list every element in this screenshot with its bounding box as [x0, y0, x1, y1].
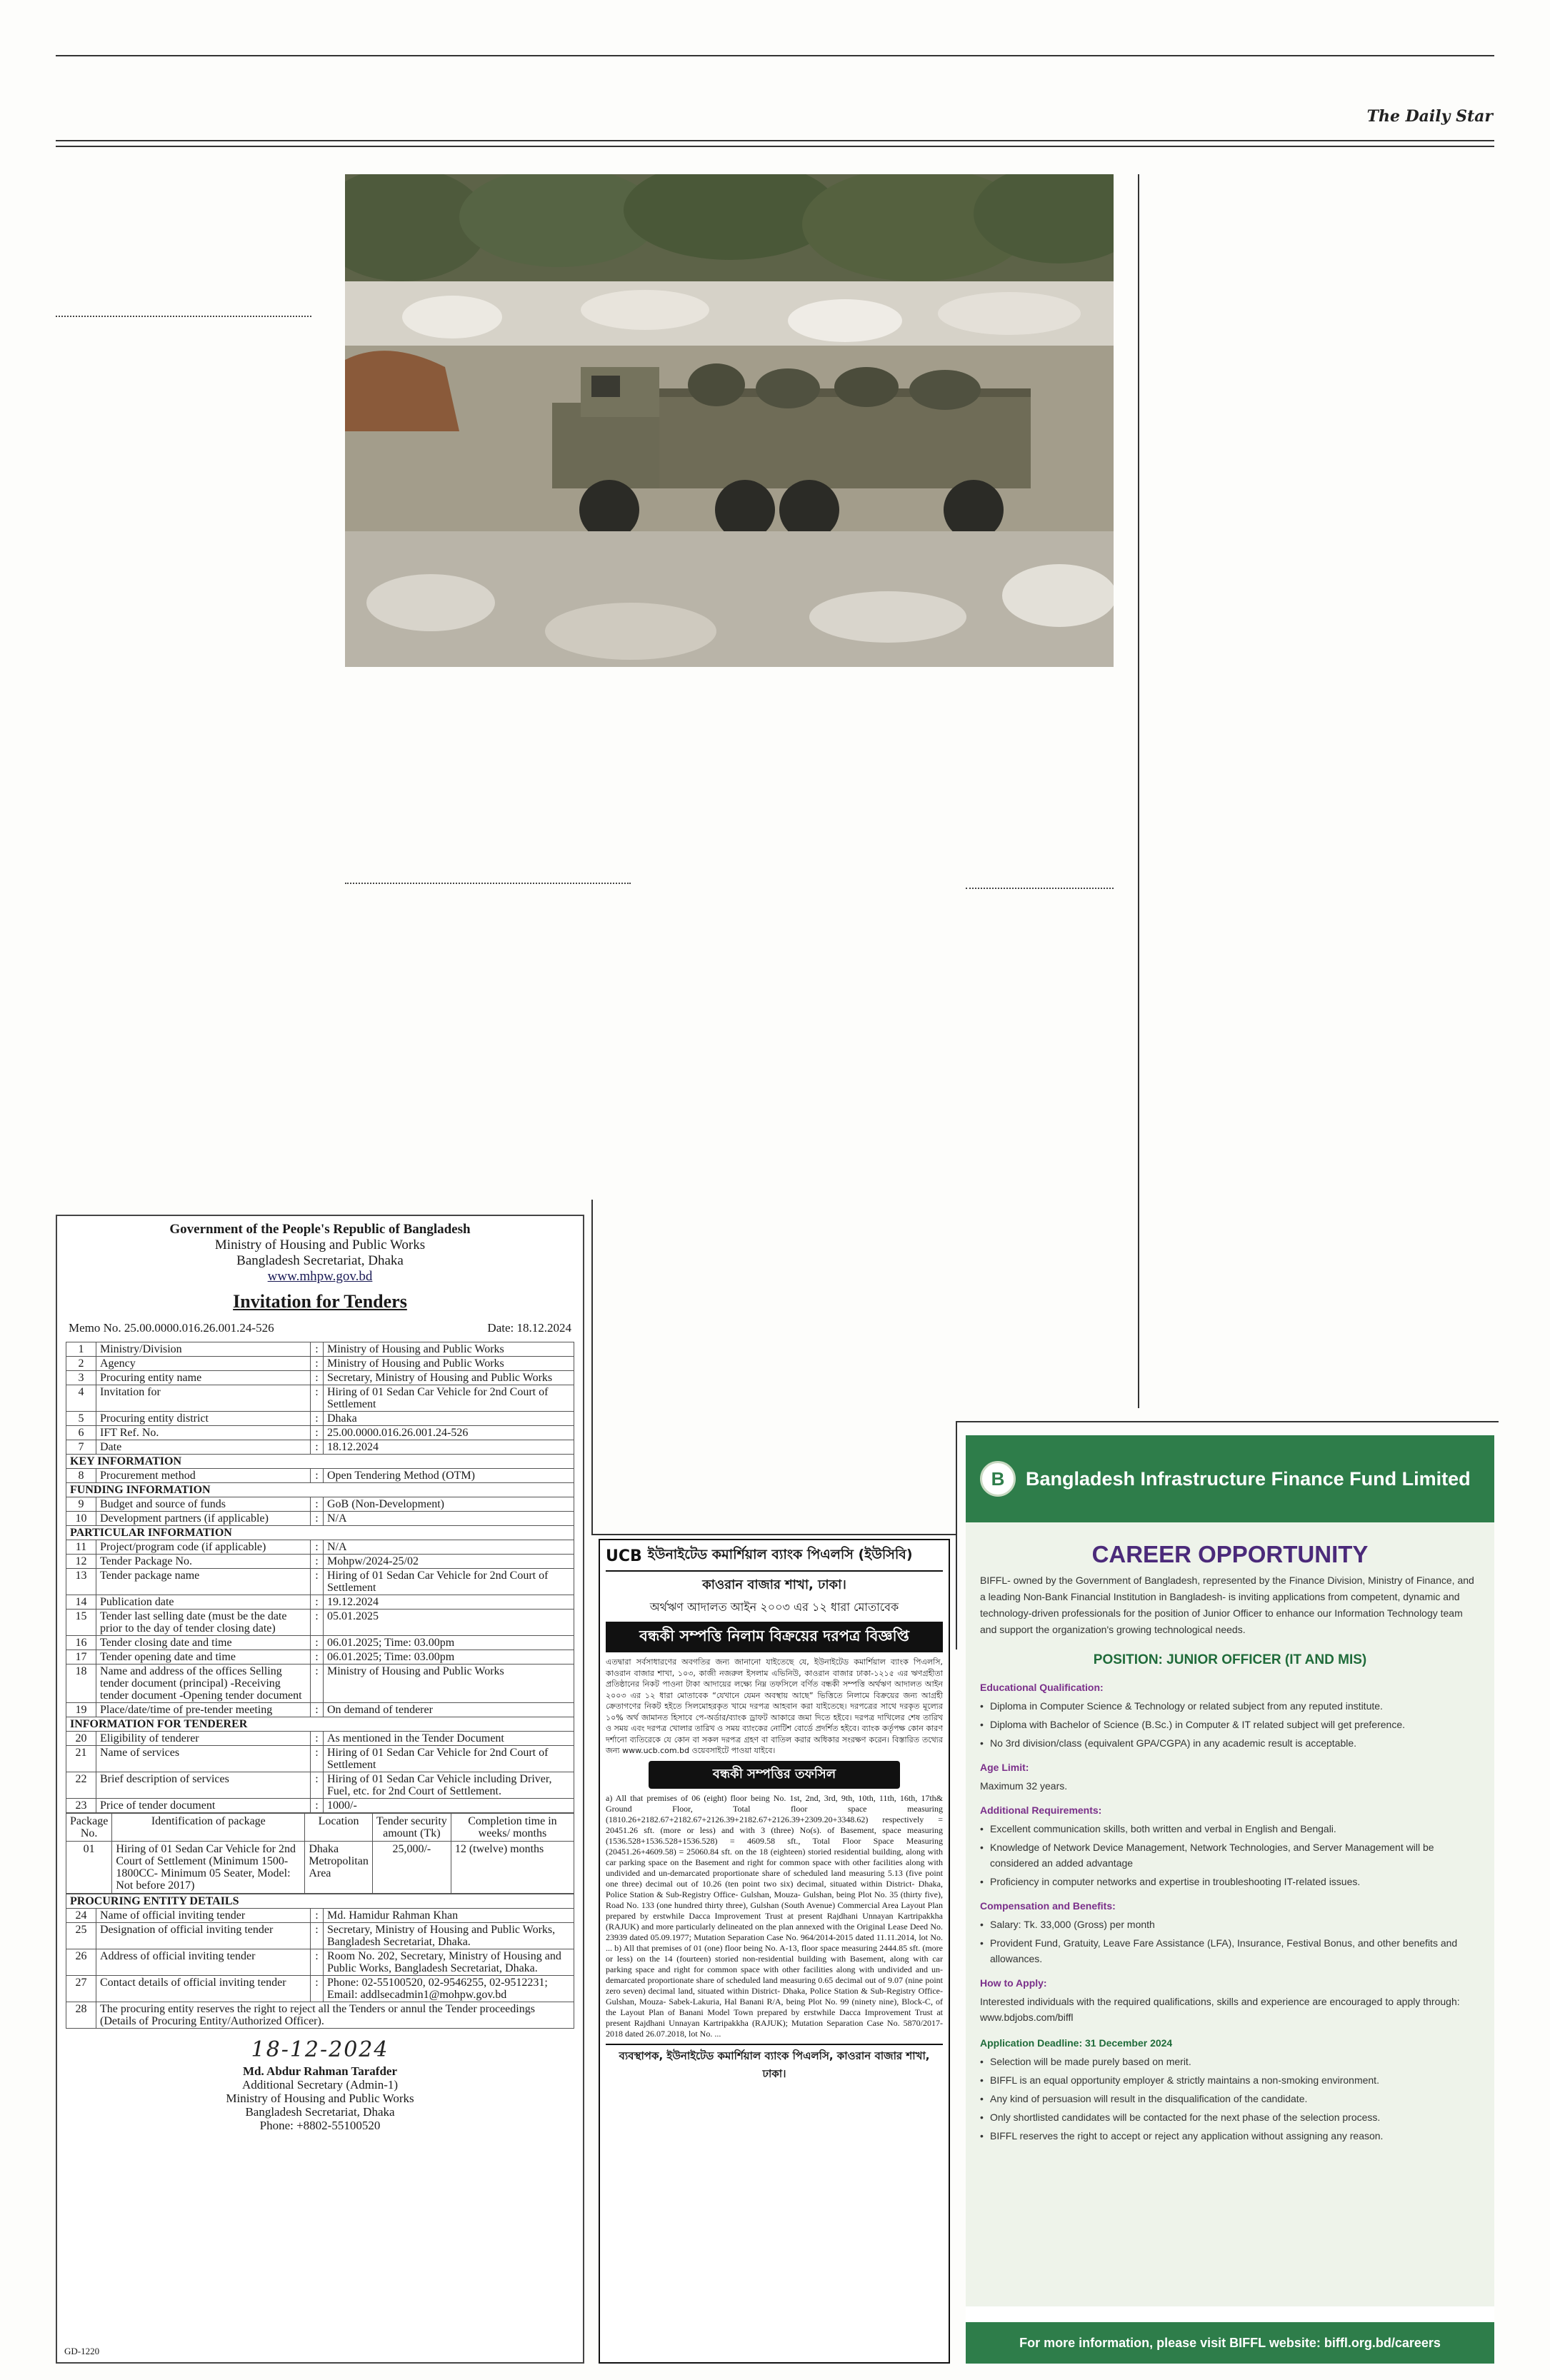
- table-row: [66, 1923, 574, 1949]
- table-cell-c: :: [311, 1440, 324, 1455]
- age-text: Maximum 32 years.: [980, 1780, 1068, 1792]
- table-cell-l: Name of official inviting tender: [96, 1909, 311, 1923]
- table-cell-c: :: [311, 1772, 324, 1799]
- table-cell-n: 7: [66, 1440, 96, 1455]
- section-title: INFORMATION FOR TENDERER: [66, 1717, 574, 1732]
- table-row: [66, 1909, 574, 1923]
- table-cell-l: Contact details of official inviting tender: [96, 1976, 311, 2002]
- biffl-company-name: Bangladesh Infrastructure Finance Fund Limited: [1026, 1467, 1471, 1490]
- signatory-phone: Phone: +8802-55100520: [259, 2119, 381, 2132]
- section-title: KEY INFORMATION: [66, 1455, 574, 1469]
- table-cell-n: 19: [66, 1703, 96, 1717]
- package-header: Completion time in weeks/ months: [451, 1814, 574, 1842]
- apply-heading: How to Apply:: [980, 1977, 1047, 1989]
- section-row: [66, 1717, 574, 1732]
- table-cell-v: Room No. 202, Secretary, Ministry of Housing and Public Works, Bangladesh Secretariat, Dhaka.: [324, 1949, 574, 1976]
- ucb-schedule-body: a) All that premises of 06 (eight) floor being No. 1st, 2nd, 3rd, 9th, 10th, 11th, 16th, 17th& Ground Floor, Total floor space measuring (1810.26+2182.67+2182.67+2126.39+2182.67+2126.39+2309.20+3348.62) respectively = 20451.26 sft. (more or less) and with 3 (three) No(s). of Basement, space measuring (1536.528+1536.528+1536.528) = 4609.58 sft., Total Floor Space Measuring (20451.26+4609.58) = 25060.84 sft. on the 18 (eighteen) storied residential building, along with car parking space on the Basement and right for common space with other facilities along with undivided and un-demarcated proportionate share of scheduled land measuring 5.13 (five point one three) decimal out of 10.26 (ten point two six) decimal, situated within District- Dhaka, Police Station & Sub-Registry Office- Gulshan, Mouza- Gulshan, being Plot No. 35 (thirty five), Road No. 133 (one hundred thirty three), Gulshan (South Avenue) Commercial Area Layout Plan prepared by erstwhile Dacca Improvement Trust at present Rajdhani Unnayan Kartripakkha (RAJUK) and more particularly delineated on the plan annexed with the Original Lease Deed No. 23939 dated 05.09.1977; Mutation Separation Case No. 964/2014-2015 dated 11.11.2014, lot No. ... b) All that premises of 01 (one) floor being No. A-13, floor space measuring 2444.85 sft. (more or less) on the 14 (fourteen) storied non-residential building with Basement, along with car parking space and right for common space with other facilities along with undivided and un-demarcated proportionate share of scheduled land measuring 0.65 decimal out of 9.07 (nine point zero seven) decimal land, situated within District- Dhaka, Police Station & Sub-Registry Office- Gulshan, Mouza- Sabek-Lakuria, Hal Banani R/A, being Plot No. 99 (ninety nine), Block-C, of the Layout Plan of Banani Model Town prepared by erstwhile Dacca Improvement Trust at present Rajdhani Unnayan Kartripakkha (RAJUK); Mutation Separation Case No. 5870/2017-2018 dated 26.07.2018, lot No. ...: [606, 1792, 943, 2039]
- table-cell-v: Ministry of Housing and Public Works: [324, 1342, 574, 1357]
- biffl-logo-icon: B: [980, 1461, 1016, 1497]
- tender-website-link[interactable]: www.mhpw.gov.bd: [267, 1269, 373, 1284]
- table-cell-n: 1: [66, 1342, 96, 1357]
- newspaper-logo: The Daily Star: [1366, 107, 1493, 126]
- signatory-ministry: Ministry of Housing and Public Works: [226, 2092, 414, 2105]
- age-heading: Age Limit:: [980, 1762, 1029, 1773]
- table-cell-v: 19.12.2024: [324, 1595, 574, 1610]
- table-cell-n: 14: [66, 1595, 96, 1610]
- table-cell-l: Address of official inviting tender: [96, 1949, 311, 1976]
- table-row: [66, 1665, 574, 1703]
- table-cell-c: :: [311, 1469, 324, 1483]
- table-row: [66, 1512, 574, 1526]
- left-column-dots: [56, 316, 311, 317]
- career-opportunity-title: CAREER OPPORTUNITY: [1091, 1541, 1369, 1567]
- tender-date: Date: 18.12.2024: [487, 1321, 571, 1335]
- package-cell: 25,000/-: [372, 1842, 451, 1894]
- military-truck-photo: [345, 174, 1114, 667]
- table-cell-v: Md. Hamidur Rahman Khan: [324, 1909, 574, 1923]
- ucb-logo: UCB: [606, 1547, 642, 1565]
- ucb-bank-name: ইউনাইটেড কমার্শিয়াল ব্যাংক পিএলসি (ইউসিবি): [647, 1547, 913, 1562]
- biffl-footer-link[interactable]: For more information, please visit BIFFL website: biffl.org.bd/careers: [966, 2322, 1494, 2364]
- section-title: FUNDING INFORMATION: [66, 1483, 574, 1497]
- table-row: [66, 1385, 574, 1412]
- table-cell-l: Tender Package No.: [96, 1555, 311, 1569]
- ucb-schedule-title: বন্ধকী সম্পত্তির তফসিল: [649, 1761, 900, 1789]
- package-cell: Hiring of 01 Sedan Car Vehicle for 2nd Court of Settlement (Minimum 1500-1800CC- Minimum 05 Seater, Model: Not before 2017): [112, 1842, 305, 1894]
- table-cell-n: 10: [66, 1512, 96, 1526]
- list-item: • Provident Fund, Gratuity, Leave Fare Assistance (LFA), Insurance, Festival Bonus, and other benefits and allowances.: [980, 1935, 1480, 1967]
- table-cell-c: :: [311, 1949, 324, 1976]
- table-cell-l: Procuring entity name: [96, 1371, 311, 1385]
- table-cell-c: :: [311, 1746, 324, 1772]
- tender-right-divider: [591, 1200, 593, 1535]
- table-cell-l: Date: [96, 1440, 311, 1455]
- table-row: [66, 1371, 574, 1385]
- package-row: [66, 1842, 574, 1894]
- table-cell-n: 23: [66, 1799, 96, 1813]
- table-cell-n: 24: [66, 1909, 96, 1923]
- table-cell-n: 3: [66, 1371, 96, 1385]
- table-cell-l: Procurement method: [96, 1469, 311, 1483]
- table-cell-c: :: [311, 1371, 324, 1385]
- requirements-list: [980, 1821, 1480, 1889]
- table-row: [66, 1357, 574, 1371]
- table-cell-l: Name and address of the offices Selling tender document (principal) -Receiving tender document -Opening tender document: [96, 1665, 311, 1703]
- ucb-headline: বন্ধকী সম্পত্তি নিলাম বিক্রয়ের দরপত্র বিজ্ঞপ্তি: [606, 1622, 943, 1652]
- table-cell-l: Budget and source of funds: [96, 1497, 311, 1512]
- table-cell-c: :: [311, 1497, 324, 1512]
- biffl-left-divider: [956, 1421, 957, 1650]
- table-row: [66, 1497, 574, 1512]
- biffl-header: [966, 1435, 1494, 1522]
- table-cell-l: Eligibility of tenderer: [96, 1732, 311, 1746]
- table-cell-n: 5: [66, 1412, 96, 1426]
- table-row: [66, 1540, 574, 1555]
- table-cell-v: 18.12.2024: [324, 1440, 574, 1455]
- biffl-body: [966, 1522, 1494, 2306]
- table-row: [66, 1949, 574, 1976]
- table-row: [66, 1426, 574, 1440]
- table-cell-c: :: [311, 1732, 324, 1746]
- table-row: [66, 1555, 574, 1569]
- table-cell-n: 8: [66, 1469, 96, 1483]
- tender-memo-row: [69, 1321, 571, 1335]
- list-item: • Excellent communication skills, both written and verbal in English and Bengali.: [980, 1821, 1480, 1837]
- signatory-name: Md. Abdur Rahman Tarafder: [242, 2064, 397, 2078]
- table-cell-l: Price of tender document: [96, 1799, 311, 1813]
- apply-text: Interested individuals with the required qualifications, skills and experience are encouraged to apply through: www.bdjobs.com/biffl: [980, 1996, 1460, 2023]
- tender-gov: Government of the People's Republic of Bangladesh: [169, 1222, 471, 1237]
- table-cell-l: Tender last selling date (must be the date prior to the day of tender closing date): [96, 1610, 311, 1636]
- table-cell-c: :: [311, 1976, 324, 2002]
- table-cell-l: The procuring entity reserves the right to reject all the Tenders or annul the Tender proceedings (Details of Procuring Entity/Authorized Officer).: [96, 2002, 574, 2029]
- table-cell-n: 25: [66, 1923, 96, 1949]
- table-cell-v: Open Tendering Method (OTM): [324, 1469, 574, 1483]
- table-cell-c: :: [311, 1909, 324, 1923]
- table-cell-n: 4: [66, 1385, 96, 1412]
- table-cell-c: :: [311, 1540, 324, 1555]
- table-cell-c: :: [311, 1650, 324, 1665]
- table-cell-v: GoB (Non-Development): [324, 1497, 574, 1512]
- table-cell-v: 06.01.2025; Time: 03.00pm: [324, 1650, 574, 1665]
- masthead-rule-2: [56, 146, 1494, 147]
- table-cell-l: Tender closing date and time: [96, 1636, 311, 1650]
- table-cell-v: Phone: 02-55100520, 02-9546255, 02-9512231; Email: addlsecadmin1@mohpw.gov.bd: [324, 1976, 574, 2002]
- table-cell-v: Secretary, Ministry of Housing and Public Works, Bangladesh Secretariat, Dhaka.: [324, 1923, 574, 1949]
- table-cell-l: Brief description of services: [96, 1772, 311, 1799]
- signatory-secretariat: Bangladesh Secretariat, Dhaka: [245, 2105, 395, 2119]
- table-cell-l: Invitation for: [96, 1385, 311, 1412]
- ucb-branch: কাওরান বাজার শাখা, ঢাকা।: [702, 1577, 846, 1592]
- table-row: [66, 1636, 574, 1650]
- list-item: • Any kind of persuasion will result in the disqualification of the candidate.: [980, 2091, 1480, 2107]
- package-header: Location: [305, 1814, 373, 1842]
- table-cell-v: As mentioned in the Tender Document: [324, 1732, 574, 1746]
- table-cell-n: 21: [66, 1746, 96, 1772]
- table-cell-c: :: [311, 1569, 324, 1595]
- table-cell-n: 18: [66, 1665, 96, 1703]
- table-cell-n: 11: [66, 1540, 96, 1555]
- tender-signature-block: [66, 2036, 574, 2132]
- table-cell-l: Development partners (if applicable): [96, 1512, 311, 1526]
- list-item: • Salary: Tk. 33,000 (Gross) per month: [980, 1917, 1480, 1932]
- table-row: [66, 1412, 574, 1426]
- ucb-auction-notice: [599, 1539, 950, 2364]
- table-cell-c: :: [311, 1426, 324, 1440]
- table-row: [66, 1732, 574, 1746]
- table-cell-c: :: [311, 1342, 324, 1357]
- list-item: • Only shortlisted candidates will be contacted for the next phase of the selection process.: [980, 2109, 1480, 2125]
- gd-number: GD-1220: [64, 2346, 100, 2356]
- section-row: [66, 1526, 574, 1540]
- tender-ministry: Ministry of Housing and Public Works: [214, 1237, 426, 1252]
- table-row: [66, 1746, 574, 1772]
- package-cell: Dhaka Metropolitan Area: [305, 1842, 373, 1894]
- table-cell-n: 6: [66, 1426, 96, 1440]
- table-cell-l: Procuring entity district: [96, 1412, 311, 1426]
- table-row: [66, 1469, 574, 1483]
- signature: 18-12-2024: [251, 2037, 389, 2062]
- table-cell-n: 22: [66, 1772, 96, 1799]
- compensation-list: [980, 1917, 1480, 1967]
- table-cell-n: 9: [66, 1497, 96, 1512]
- section-row: [66, 1894, 574, 1909]
- table-cell-c: :: [311, 1923, 324, 1949]
- table-cell-c: :: [311, 1665, 324, 1703]
- ucb-law: অর্থঋণ আদালত আইন ২০০৩ এর ১২ ধারা মোতাবেক: [649, 1600, 899, 1614]
- package-header: Package No.: [66, 1814, 112, 1842]
- photo-illustration: [345, 174, 1114, 667]
- list-item: • Selection will be made purely based on merit.: [980, 2054, 1480, 2069]
- list-item: • Diploma in Computer Science & Technology or related subject from any reputed institute.: [980, 1698, 1480, 1714]
- right-column-divider: [1138, 174, 1139, 1408]
- list-item: • Knowledge of Network Device Management, Network Technologies, and Server Management will be considered an added advantage: [980, 1839, 1480, 1871]
- table-cell-c: :: [311, 1636, 324, 1650]
- table-cell-c: :: [311, 1703, 324, 1717]
- table-cell-v: Hiring of 01 Sedan Car Vehicle including Driver, Fuel, etc. for 2nd Court of Settlement.: [324, 1772, 574, 1799]
- position-title: POSITION: JUNIOR OFFICER (IT AND MIS): [1093, 1652, 1367, 1667]
- biffl-top-divider: [956, 1421, 1499, 1422]
- table-cell-l: Project/program code (if applicable): [96, 1540, 311, 1555]
- table-cell-n: 26: [66, 1949, 96, 1976]
- table-cell-v: Secretary, Ministry of Housing and Public Works: [324, 1371, 574, 1385]
- table-cell-v: Dhaka: [324, 1412, 574, 1426]
- package-table: [66, 1813, 574, 1894]
- table-cell-n: 15: [66, 1610, 96, 1636]
- table-cell-l: Tender opening date and time: [96, 1650, 311, 1665]
- table-row: [66, 1440, 574, 1455]
- table-cell-c: :: [311, 1385, 324, 1412]
- table-cell-n: 12: [66, 1555, 96, 1569]
- table-row: [66, 1342, 574, 1357]
- table-row: [66, 2002, 574, 2029]
- center-column-dots: [345, 883, 631, 884]
- table-cell-l: Publication date: [96, 1595, 311, 1610]
- table-cell-v: N/A: [324, 1512, 574, 1526]
- table-cell-l: Agency: [96, 1357, 311, 1371]
- list-item: • BIFFL reserves the right to accept or reject any application without assigning any reason.: [980, 2128, 1480, 2144]
- compensation-heading: Compensation and Benefits:: [980, 1900, 1116, 1912]
- table-cell-l: Place/date/time of pre-tender meeting: [96, 1703, 311, 1717]
- tender-memo: Memo No. 25.00.0000.016.26.001.24-526: [69, 1321, 274, 1335]
- table-cell-v: Mohpw/2024-25/02: [324, 1555, 574, 1569]
- table-row: [66, 1703, 574, 1717]
- masthead-rule-1: [56, 140, 1494, 141]
- ucb-body-bangla: এতদ্বারা সর্বসাধারণের অবগতির জন্য জানানো যাইতেছে যে, ইউনাইটেড কমার্শিয়াল ব্যাংক পিএলসি, কাওরান বাজার শাখা, ১০৩, কাজী নজরুল ইসলাম এভিনিউ, কাওরান বাজার ঢাকা-১২১৫ এর ঋণগ্রহীতা প্রতিষ্ঠানের নিকট পাওনা টাকা আদায়ের লক্ষ্যে নিম্ন তফসিলে বর্ণিত বন্ধকী সম্পত্তি অর্থঋণ আদালত আইন ২০০৩ এর ১২ ধারা মোতাবেক “যেখানে যেমন অবস্থায় আছে” ভিত্তিতে নিলামে বিক্রয়ের জন্য আগ্রহী ক্রেতাগণের নিকট হইতে সিলমোহরকৃত খামে দরপত্র আহবান করা যাইতেছে। দরপত্রের সাথে দরকৃত মূল্যের ১০% অর্থ জামানত হিসাবে পে-অর্ডার/ব্যাংক ড্রাফট আকারে জমা দিতে হইবে। দরপত্র দাখিলের শেষ তারিখ ও সময় এবং দরপত্র খোলার তারিখ ও সময় ব্যাংকের নোটিশ বোর্ডে প্রদর্শিত হইবে। ব্যাংক কর্তৃপক্ষ কোন কারণ দর্শানো ব্যতিরেকে যে কোন বা সকল দরপত্র গ্রহণ বা বাতিল করার অধিকার সংরক্ষণ করেন। বিস্তারিত তথ্যের জন্য www.ucb.com.bd ওয়েবসাইটে পাওয়া যাইবে।: [606, 1657, 943, 1755]
- education-heading: Educational Qualification:: [980, 1682, 1104, 1693]
- table-row: [66, 1976, 574, 2002]
- ucb-header: [606, 1545, 943, 1572]
- table-cell-c: :: [311, 1610, 324, 1636]
- package-header: Tender security amount (Tk): [372, 1814, 451, 1842]
- table-cell-c: :: [311, 1555, 324, 1569]
- section-title: PROCURING ENTITY DETAILS: [66, 1894, 574, 1909]
- list-item: • BIFFL is an equal opportunity employer & strictly maintains a non-smoking environment.: [980, 2072, 1480, 2088]
- package-cell: 12 (twelve) months: [451, 1842, 574, 1894]
- table-cell-l: Name of services: [96, 1746, 311, 1772]
- table-cell-c: :: [311, 1595, 324, 1610]
- notes-list: [980, 2054, 1480, 2144]
- list-item: • Proficiency in computer networks and expertise in troubleshooting IT-related issues.: [980, 1874, 1480, 1889]
- signatory-title: Additional Secretary (Admin-1): [241, 2078, 399, 2092]
- tender-table-2: [66, 1894, 574, 2029]
- application-deadline: Application Deadline: 31 December 2024: [980, 2037, 1173, 2049]
- table-cell-v: On demand of tenderer: [324, 1703, 574, 1717]
- table-cell-c: :: [311, 1412, 324, 1426]
- biffl-career-ad: [966, 1435, 1494, 2364]
- table-cell-l: Tender package name: [96, 1569, 311, 1595]
- right-column-dots: [966, 888, 1114, 889]
- table-cell-n: 27: [66, 1976, 96, 2002]
- table-cell-v: Ministry of Housing and Public Works: [324, 1665, 574, 1703]
- table-cell-n: 17: [66, 1650, 96, 1665]
- education-list: [980, 1698, 1480, 1751]
- tender-notice: [56, 1215, 584, 2364]
- table-cell-c: :: [311, 1357, 324, 1371]
- table-cell-n: 28: [66, 2002, 96, 2029]
- table-cell-v: Ministry of Housing and Public Works: [324, 1357, 574, 1371]
- table-cell-v: 05.01.2025: [324, 1610, 574, 1636]
- requirements-heading: Additional Requirements:: [980, 1804, 1102, 1816]
- table-row: [66, 1772, 574, 1799]
- table-cell-v: 06.01.2025; Time: 03.00pm: [324, 1636, 574, 1650]
- table-row: [66, 1650, 574, 1665]
- table-row: [66, 1610, 574, 1636]
- ucb-footer: ব্যবস্থাপক, ইউনাইটেড কমার্শিয়াল ব্যাংক পিএলসি, কাওরান বাজার শাখা, ঢাকা।: [606, 2044, 943, 2084]
- section-row: [66, 1483, 574, 1497]
- table-cell-n: 16: [66, 1636, 96, 1650]
- table-row: [66, 1595, 574, 1610]
- table-row: [66, 1569, 574, 1595]
- section-title: PARTICULAR INFORMATION: [66, 1526, 574, 1540]
- biffl-intro: BIFFL- owned by the Government of Bangladesh, represented by the Finance Division, Ministry of Finance, and a leading Non-Bank Financial Institution in Bangladesh- is inviting applications from competent, dynamic and technology-driven professionals for the position of Junior Officer to enhance our Information Technology team and support the organization's growing technological needs.: [980, 1575, 1474, 1635]
- package-cell: 01: [66, 1842, 112, 1894]
- table-cell-c: :: [311, 1512, 324, 1526]
- tender-title: Invitation for Tenders: [233, 1291, 407, 1312]
- table-cell-n: 20: [66, 1732, 96, 1746]
- top-rule: [56, 55, 1494, 56]
- table-cell-l: Designation of official inviting tender: [96, 1923, 311, 1949]
- table-cell-n: 13: [66, 1569, 96, 1595]
- ucb-top-divider: [591, 1534, 956, 1535]
- table-cell-l: Ministry/Division: [96, 1342, 311, 1357]
- table-cell-v: 25.00.0000.016.26.001.24-526: [324, 1426, 574, 1440]
- list-item: • No 3rd division/class (equivalent GPA/CGPA) in any academic result is acceptable.: [980, 1735, 1480, 1751]
- table-cell-n: 2: [66, 1357, 96, 1371]
- table-cell-v: N/A: [324, 1540, 574, 1555]
- tender-secretariat: Bangladesh Secretariat, Dhaka: [236, 1253, 404, 1268]
- package-header: Identification of package: [112, 1814, 305, 1842]
- table-cell-v: Hiring of 01 Sedan Car Vehicle for 2nd Court of Settlement: [324, 1746, 574, 1772]
- package-header-row: [66, 1814, 574, 1842]
- table-cell-v: Hiring of 01 Sedan Car Vehicle for 2nd Court of Settlement: [324, 1569, 574, 1595]
- list-item: • Diploma with Bachelor of Science (B.Sc.) in Computer & IT related subject will get preference.: [980, 1717, 1480, 1732]
- tender-table: [66, 1342, 574, 1813]
- table-cell-v: Hiring of 01 Sedan Car Vehicle for 2nd Court of Settlement: [324, 1385, 574, 1412]
- table-cell-l: IFT Ref. No.: [96, 1426, 311, 1440]
- table-row: [66, 1799, 574, 1813]
- section-row: [66, 1455, 574, 1469]
- table-cell-v: 1000/-: [324, 1799, 574, 1813]
- table-cell-c: :: [311, 1799, 324, 1813]
